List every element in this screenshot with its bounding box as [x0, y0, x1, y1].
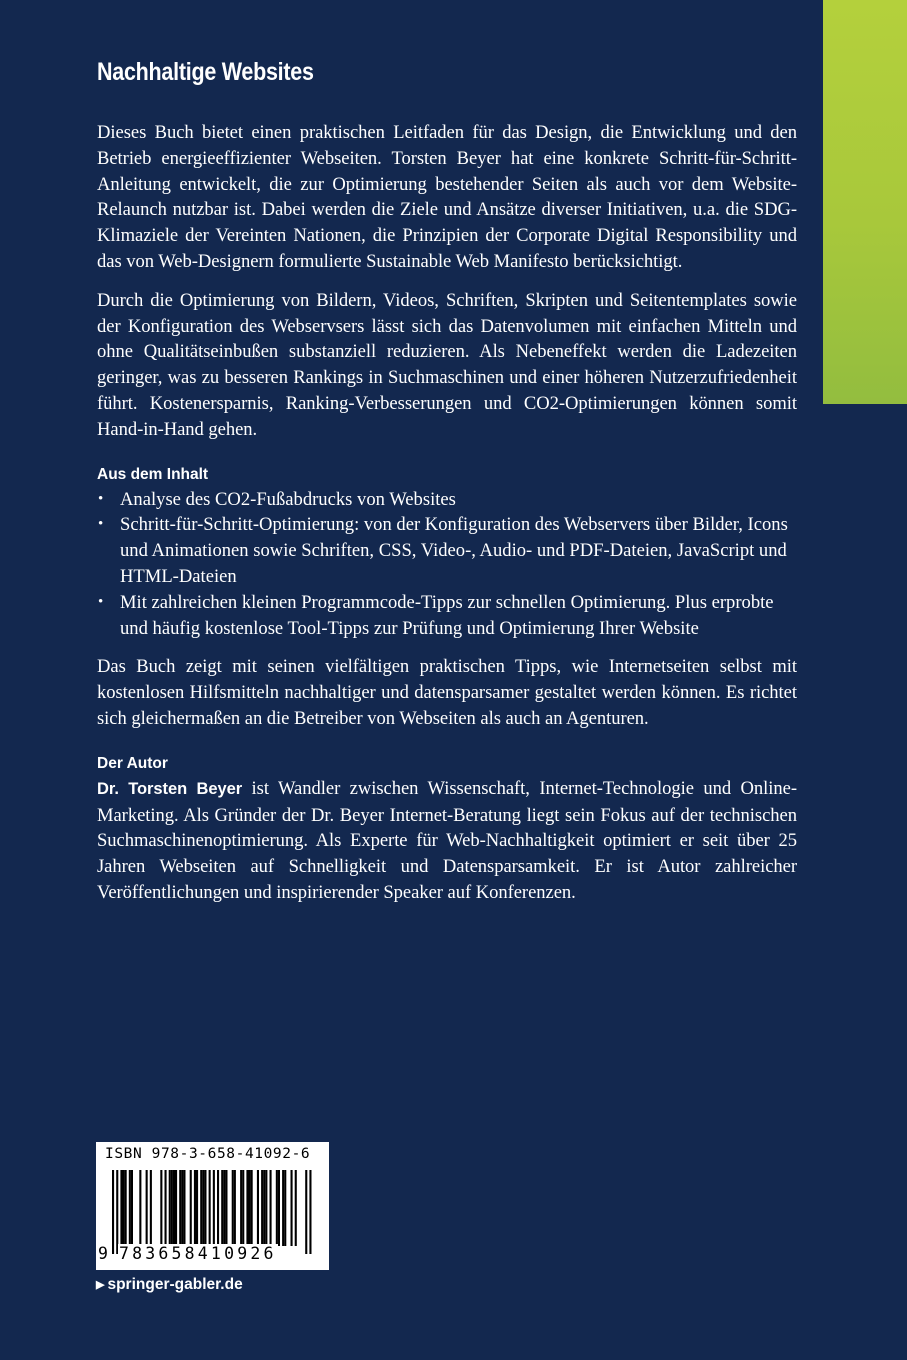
barcode-bar — [305, 1170, 307, 1254]
barcode-bar — [282, 1170, 284, 1246]
list-item — [97, 590, 797, 642]
barcode-bar — [200, 1170, 202, 1246]
bullet-icon: • — [98, 490, 104, 507]
barcode-bar — [232, 1170, 234, 1246]
barcode-bar — [251, 1170, 253, 1246]
cover-text-block — [97, 58, 797, 919]
accent-color-bar — [823, 0, 907, 404]
barcode-bar — [116, 1170, 118, 1254]
isbn-label: ISBN 978-3-658-41092-6 — [105, 1146, 311, 1162]
barcode-bar — [265, 1170, 267, 1246]
barcode-bar — [276, 1170, 278, 1246]
barcode-bar — [204, 1170, 206, 1246]
barcode-bar — [234, 1170, 236, 1246]
barcode — [112, 1170, 316, 1254]
author-bio-text: ist Wandler zwischen Wissenschaft, Internet-Technologie und Online-Marketing. Als Gründer der Dr. Beyer Internet-Beratung liegt sein Fokus auf der technischen Suchmaschinenoptimierung. Als Experte für Web-Nachhaltigkeit optimiert er seit über 25 Jahren Webseiten auf Schnelligkeit und Datensparsamkeit. Er ist Autor zahlreicher Veröffentlichungen und inspirierender Speaker auf Konferenzen. — [97, 777, 797, 903]
barcode-bar — [270, 1170, 272, 1246]
barcode-bar — [183, 1170, 185, 1246]
barcode-bar — [261, 1170, 263, 1246]
optimization-paragraph: Durch die Optimierung von Bildern, Videos, Schriften, Skripten und Seitentemplates sowie der Konfiguration des Webservsers lässt sich das Datenvolumen mit einfachen Mitteln und ohne Qualitätseinbußen substanziell reduzieren. Als Nebeneffekt werden die Ladezeiten geringer, was zu besseren Rankings in Suchmaschinen und einer höheren Nutzerzufriedenheit führt. Kostenersparnis, Ranking-Verbesserungen und CO2-Optimierungen können somit Hand-in-Hand gehen. — [97, 289, 797, 440]
barcode-bar — [125, 1170, 127, 1246]
contents-list — [97, 487, 797, 642]
barcode-bar — [196, 1170, 198, 1246]
contents-heading: Aus dem Inhalt — [97, 465, 209, 483]
publisher-url: springer-gabler.de — [107, 1276, 243, 1293]
author-name: Dr. Torsten Beyer — [97, 779, 243, 798]
list-item-text: Schritt-für-Schritt-Optimierung: von der Konfiguration des Webservers über Bilder, Icons und Animationen sowie Schriften, CSS, Video-, Audio- und PDF-Dateien, JavaScript und HTML-Dateien — [120, 514, 788, 587]
book-title: Nachhaltige Websites — [97, 58, 314, 86]
isbn-barcode-box — [96, 1142, 329, 1270]
arrow-right-icon: ▶ — [96, 1279, 105, 1291]
barcode-bar — [217, 1170, 219, 1246]
ean-rest-digits: 783658410926 — [119, 1244, 277, 1263]
barcode-bar — [284, 1170, 286, 1246]
barcode-bar — [181, 1170, 183, 1246]
barcode-bar — [190, 1170, 192, 1246]
barcode-bar — [112, 1170, 114, 1254]
barcode-bar — [150, 1170, 152, 1246]
barcode-bar — [295, 1170, 297, 1246]
barcode-bar — [249, 1170, 251, 1246]
barcode-bar — [263, 1170, 265, 1246]
barcode-bar — [129, 1170, 131, 1246]
barcode-bar — [171, 1170, 173, 1246]
barcode-bar — [173, 1170, 175, 1246]
barcode-bar — [278, 1170, 280, 1246]
barcode-bar — [240, 1170, 242, 1246]
barcode-bar — [309, 1170, 311, 1254]
barcode-bar — [223, 1170, 225, 1246]
list-item-text: Mit zahlreichen kleinen Programmcode-Tipps zur schnellen Optimierung. Plus erprobte und häufig kostenlose Tool-Tipps zur Prüfung und Optimierung Ihrer Website — [120, 591, 774, 639]
barcode-bar — [175, 1170, 177, 1246]
list-item — [97, 512, 797, 589]
closing-paragraph: Das Buch zeigt mit seinen vielfältigen praktischen Tipps, wie Internetseiten selbst mit kostenlosen Hilfsmitteln nachhaltiger und datensparsamer gestaltet werden können. Es richtet sich gleichermaßen an die Betreiber von Webseiten als auch an Agenturen. — [97, 656, 797, 729]
barcode-bar — [246, 1170, 248, 1246]
barcode-bar — [221, 1170, 223, 1246]
barcode-bar — [225, 1170, 227, 1246]
barcode-bar — [257, 1170, 259, 1246]
list-item-text: Analyse des CO2-Fußabdrucks von Websites — [120, 488, 456, 510]
barcode-bar — [179, 1170, 181, 1246]
barcode-bar — [169, 1170, 171, 1246]
list-item — [97, 487, 797, 513]
barcode-bar — [120, 1170, 122, 1246]
ean-first-digit: 9 — [98, 1244, 112, 1263]
bullet-icon: • — [98, 516, 104, 533]
bullet-icon: • — [98, 593, 104, 610]
barcode-bar — [202, 1170, 204, 1246]
barcode-bar — [242, 1170, 244, 1246]
intro-paragraph: Dieses Buch bietet einen praktischen Leitfaden für das Design, die Entwicklung und den Betrieb energieeffizienter Webseiten. Torsten Beyer hat eine konkrete Schritt-für-Schritt-Anleitung entwickelt, die zur Optimierung bestehender Seiten als auch vor dem Website-Relaunch nutzbar ist. Dabei werden die Ziele und Ansätze diverser Initiativen, u.a. die SDG-Klimaziele der Vereinten Nationen, die Prinzipien der Corporate Digital Responsibility und das von Web-Designern formulierte Sustainable Web Manifesto berücksichtigt. — [97, 122, 797, 272]
barcode-bar — [209, 1170, 211, 1254]
barcode-bar — [160, 1170, 162, 1246]
barcode-bar — [291, 1170, 293, 1246]
barcode-bar — [165, 1170, 167, 1246]
author-bio — [97, 776, 797, 906]
barcode-bar — [194, 1170, 196, 1246]
barcode-bar — [146, 1170, 148, 1246]
barcode-bar — [123, 1170, 125, 1246]
barcode-bar — [139, 1170, 141, 1246]
barcode-bar — [131, 1170, 133, 1246]
author-heading: Der Autor — [97, 754, 168, 772]
barcode-bar — [213, 1170, 215, 1254]
publisher-link[interactable] — [96, 1276, 243, 1294]
